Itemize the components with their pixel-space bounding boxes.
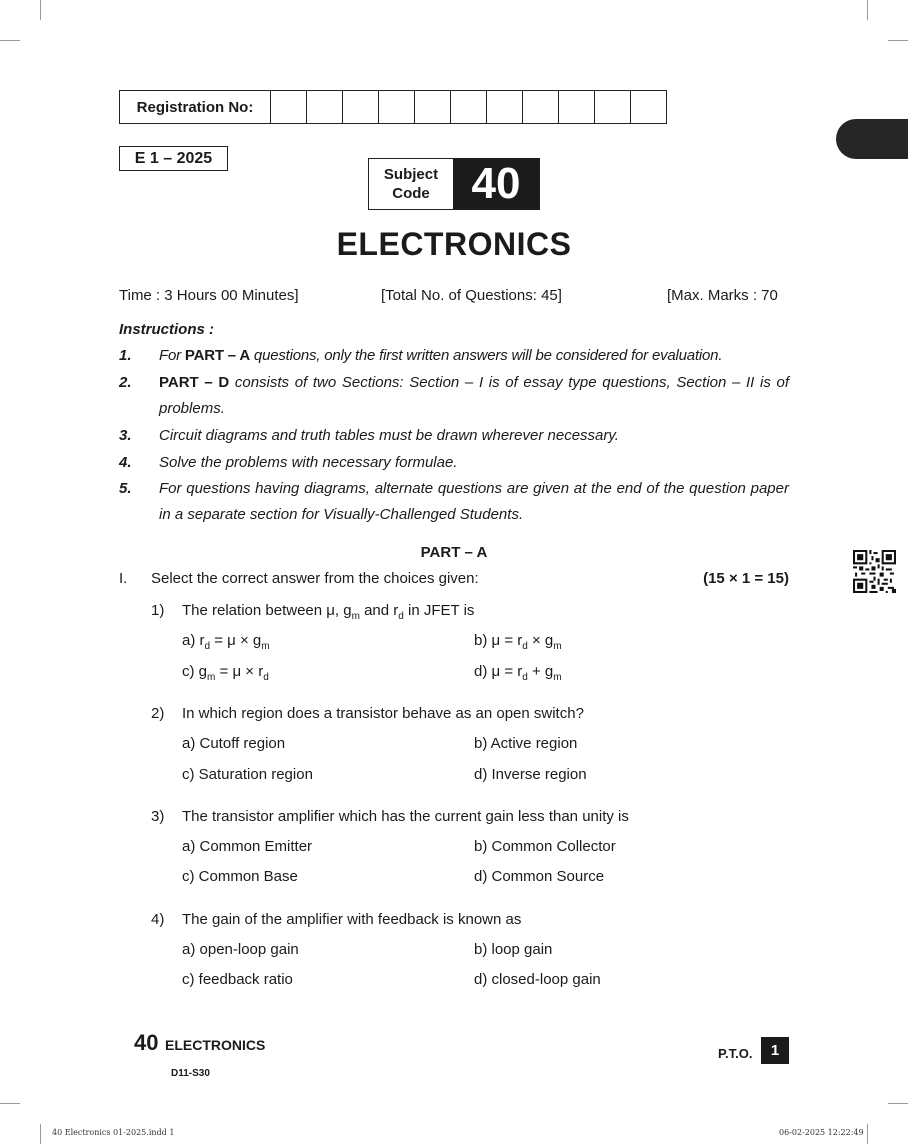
section-marks: (15 × 1 = 15) xyxy=(703,570,789,587)
question-number: 1) xyxy=(151,602,165,619)
instruction-number: 4. xyxy=(119,454,132,471)
q1-subscript: d xyxy=(398,611,404,622)
exam-code-box: E 1 – 2025 xyxy=(119,146,228,171)
registration-box[interactable] xyxy=(271,91,307,123)
option-text: = μ × r xyxy=(215,663,264,680)
registration-box[interactable] xyxy=(343,91,379,123)
q1-text-part: The relation between μ, g xyxy=(182,602,352,619)
instruction-number: 1. xyxy=(119,347,132,364)
section-number: I. xyxy=(119,570,128,587)
option-d xyxy=(474,663,562,683)
option-b: b) Active region xyxy=(474,735,578,752)
option-subscript: d xyxy=(522,641,528,652)
print-slug-timestamp: 06-02-2025 12:22:49 xyxy=(779,1128,864,1137)
crop-mark xyxy=(0,40,20,41)
option-text: × g xyxy=(527,632,554,649)
part-heading: PART – A xyxy=(420,544,488,561)
instructions-heading: Instructions : xyxy=(119,321,215,338)
option-subscript: m xyxy=(261,641,270,652)
subject-label-line2: Code xyxy=(392,185,430,202)
time-allowed: Time : 3 Hours 00 Minutes] xyxy=(119,287,299,304)
q1-text-part: in JFET is xyxy=(403,602,475,619)
instruction-item xyxy=(159,343,789,369)
page-edge-tab xyxy=(836,119,908,159)
page-title: ELECTRONICS xyxy=(336,226,572,262)
option-text: b) μ = r xyxy=(474,632,523,649)
instruction-text: For questions having diagrams, alternate questions are given at the end of the question paper in a separate section for Visually-Challenged Students. xyxy=(159,480,789,523)
total-questions: [Total No. of Questions: 45] xyxy=(381,287,562,304)
footer-subject-name: ELECTRONICS xyxy=(165,1037,266,1053)
page-number: 1 xyxy=(761,1037,789,1064)
option-b xyxy=(474,632,562,652)
registration-box[interactable] xyxy=(487,91,523,123)
option-text: a) r xyxy=(182,632,205,649)
registration-box[interactable] xyxy=(559,91,595,123)
print-slug-file: 40 Electronics 01-2025.indd 1 xyxy=(52,1128,175,1137)
registration-box[interactable] xyxy=(307,91,343,123)
option-c: c) feedback ratio xyxy=(182,971,293,988)
instruction-bold: PART – A xyxy=(184,347,250,364)
instruction-number: 3. xyxy=(119,427,132,444)
option-c: c) Common Base xyxy=(182,868,298,885)
section-instruction: Select the correct answer from the choices given: xyxy=(151,570,479,587)
subject-code-box xyxy=(368,158,540,210)
crop-mark xyxy=(888,1103,908,1104)
question-text xyxy=(182,602,475,622)
instruction-text: questions, only the first written answers will be considered for evaluation. xyxy=(249,347,723,364)
question-number: 3) xyxy=(151,808,165,825)
option-c: c) Saturation region xyxy=(182,766,313,783)
registration-number-grid xyxy=(119,90,667,124)
qr-code-icon xyxy=(853,550,896,593)
option-d: d) Common Source xyxy=(474,868,605,885)
question-text: The transistor amplifier which has the current gain less than unity is xyxy=(182,808,629,825)
option-d: d) Inverse region xyxy=(474,766,587,783)
option-text: + g xyxy=(527,663,554,680)
option-a: a) Common Emitter xyxy=(182,838,313,855)
registration-box[interactable] xyxy=(379,91,415,123)
instruction-number: 2. xyxy=(119,374,132,391)
question-number: 2) xyxy=(151,705,165,722)
option-text: = μ × g xyxy=(210,632,262,649)
option-b: b) loop gain xyxy=(474,941,553,958)
option-a: a) Cutoff region xyxy=(182,735,286,752)
crop-mark xyxy=(867,1124,868,1144)
option-subscript: d xyxy=(204,641,211,652)
registration-box[interactable] xyxy=(523,91,559,123)
registration-box[interactable] xyxy=(451,91,487,123)
footer-booklet-code: D11-S30 xyxy=(171,1068,210,1079)
q1-subscript: m xyxy=(351,611,360,622)
instruction-pre: For xyxy=(159,347,185,364)
instruction-number: 5. xyxy=(119,480,132,497)
instruction-text: Circuit diagrams and truth tables must be drawn wherever necessary. xyxy=(159,427,619,444)
registration-box[interactable] xyxy=(595,91,631,123)
subject-code-number: 40 xyxy=(453,159,539,209)
instruction-item xyxy=(159,370,789,422)
instruction-bold: PART – D xyxy=(159,374,230,391)
option-d: d) closed-loop gain xyxy=(474,971,601,988)
question-text: In which region does a transistor behave as an open switch? xyxy=(182,705,584,722)
instruction-text: consists of two Sections: Section – I is of essay type questions, Section – II is of problems. xyxy=(159,374,789,417)
question-number: 4) xyxy=(151,911,165,928)
option-b: b) Common Collector xyxy=(474,838,616,855)
please-turn-over: P.T.O. xyxy=(718,1046,753,1061)
crop-mark xyxy=(40,0,41,20)
q1-text-part: and r xyxy=(359,602,399,619)
registration-label: Registration No: xyxy=(120,91,271,123)
question-text: The gain of the amplifier with feedback is known as xyxy=(182,911,522,928)
option-a: a) open-loop gain xyxy=(182,941,299,958)
option-subscript: d xyxy=(522,672,528,683)
option-subscript: d xyxy=(263,672,269,683)
option-text: d) μ = r xyxy=(474,663,523,680)
crop-mark xyxy=(888,40,908,41)
subject-code-label xyxy=(369,159,453,209)
instruction-text: Solve the problems with necessary formulae. xyxy=(159,454,458,471)
option-subscript: m xyxy=(207,672,216,683)
crop-mark xyxy=(867,0,868,20)
option-subscript: m xyxy=(553,672,562,683)
crop-mark xyxy=(0,1103,20,1104)
option-subscript: m xyxy=(553,641,562,652)
registration-box[interactable] xyxy=(415,91,451,123)
crop-mark xyxy=(40,1124,41,1144)
footer-subject-code: 40 xyxy=(134,1030,159,1055)
subject-label-line1: Subject xyxy=(383,166,439,183)
option-c xyxy=(182,663,269,683)
max-marks: [Max. Marks : 70 xyxy=(667,287,778,304)
option-text: c) g xyxy=(182,663,208,680)
registration-box[interactable] xyxy=(631,91,666,123)
option-a xyxy=(182,632,270,652)
